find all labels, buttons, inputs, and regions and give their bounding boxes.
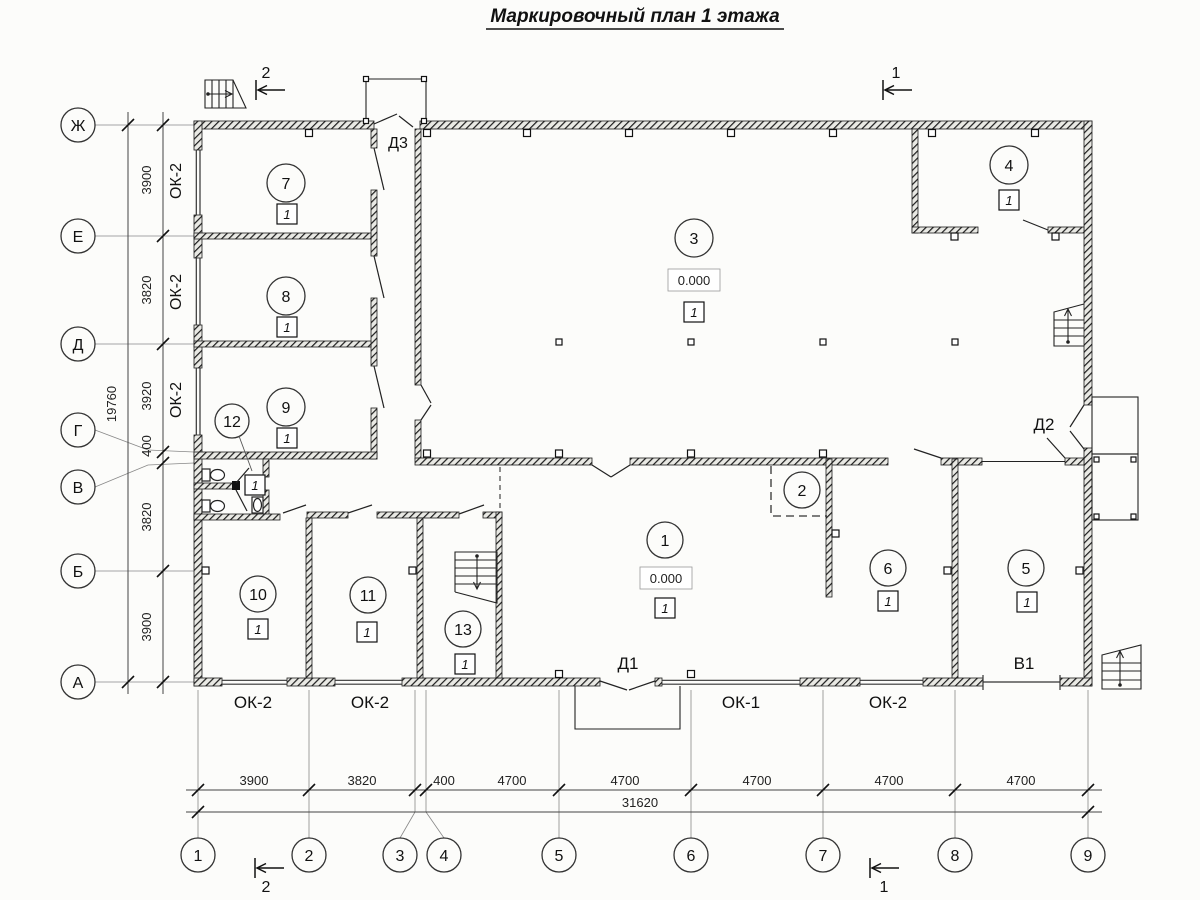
section-label-2-top: 2 bbox=[261, 65, 271, 82]
wall-segment bbox=[194, 233, 371, 239]
axis-label-8: 8 bbox=[950, 848, 960, 865]
window-label-ok2-left1: ОК-2 bbox=[168, 163, 185, 199]
wall-segment bbox=[941, 458, 982, 465]
dimensions-bottom bbox=[186, 690, 1102, 838]
pilaster bbox=[556, 450, 563, 457]
wall-segment bbox=[415, 420, 421, 459]
finish-marker-13: 1 bbox=[461, 657, 469, 672]
pilaster bbox=[830, 130, 837, 137]
pilaster bbox=[424, 130, 431, 137]
exterior-stair-top-left bbox=[205, 80, 246, 108]
window-label-ok2-bottom2: ОК-2 bbox=[350, 693, 390, 712]
door-leaf bbox=[629, 681, 655, 690]
door-label-d2: Д2 bbox=[1033, 415, 1055, 434]
room-number-12: 12 bbox=[223, 414, 241, 431]
axis-label-d: Д bbox=[72, 337, 84, 354]
finish-marker-7: 1 bbox=[283, 207, 291, 222]
room-number-5: 5 bbox=[1021, 561, 1031, 578]
elevation-3: 0.000 bbox=[677, 273, 711, 288]
door-leaf bbox=[399, 116, 413, 127]
axis-markers-left bbox=[61, 108, 95, 699]
pilaster bbox=[1076, 567, 1083, 574]
axis-label-5: 5 bbox=[554, 848, 564, 865]
wall-segment bbox=[194, 121, 374, 129]
room-number-11: 11 bbox=[359, 588, 377, 605]
axis-label-3: 3 bbox=[395, 848, 405, 865]
section-marks bbox=[255, 65, 912, 896]
dim-left-0: 3900 bbox=[139, 165, 154, 195]
interior-stair-room13 bbox=[455, 552, 497, 603]
axis-markers-bottom bbox=[181, 838, 1105, 872]
door-leaf bbox=[374, 148, 384, 190]
axis-label-zh: Ж bbox=[70, 118, 86, 135]
pilaster bbox=[1052, 233, 1059, 240]
door-leaf bbox=[374, 114, 397, 124]
wall-segment bbox=[420, 121, 1092, 129]
door-leaf bbox=[1070, 431, 1084, 449]
dashed-outlines bbox=[500, 466, 827, 516]
room-number-9: 9 bbox=[281, 400, 291, 417]
dim-bottom-0: 3900 bbox=[239, 773, 269, 788]
wall-segment bbox=[912, 129, 918, 233]
columns bbox=[202, 130, 1083, 678]
wall-segment bbox=[1084, 448, 1092, 686]
dim-bottom-total: 31620 bbox=[621, 795, 659, 810]
wall-segment bbox=[415, 458, 592, 465]
axis-label-a: А bbox=[72, 675, 84, 692]
finish-marker-5: 1 bbox=[1023, 595, 1031, 610]
axis-label-9: 9 bbox=[1083, 848, 1093, 865]
wall-segment bbox=[630, 458, 888, 465]
wall-segment bbox=[194, 121, 202, 150]
pilaster bbox=[306, 130, 313, 137]
wall-segment bbox=[800, 678, 860, 686]
sink-bowl bbox=[254, 499, 262, 512]
pilaster bbox=[626, 130, 633, 137]
wall-segment bbox=[377, 512, 459, 518]
axis-label-4: 4 bbox=[439, 848, 449, 865]
door-leaf bbox=[421, 405, 431, 420]
pilaster bbox=[820, 450, 827, 457]
dim-left-total: 19760 bbox=[104, 385, 119, 423]
page-title: Маркировочный план 1 этажа bbox=[490, 6, 780, 27]
pilaster bbox=[424, 450, 431, 457]
axis-label-v: В bbox=[72, 480, 84, 497]
interior-stair-right bbox=[1054, 304, 1084, 346]
door-leaf bbox=[348, 505, 372, 513]
wc-bowl bbox=[211, 470, 225, 481]
column bbox=[688, 339, 694, 345]
wall-segment bbox=[912, 227, 978, 233]
wall-segment bbox=[1065, 458, 1084, 465]
dim-left-3: 400 bbox=[139, 435, 154, 457]
pilaster bbox=[688, 450, 695, 457]
column bbox=[952, 339, 958, 345]
pilaster bbox=[929, 130, 936, 137]
exterior-stair-bottom-right bbox=[1102, 645, 1141, 689]
room-labels bbox=[215, 146, 1044, 674]
pilaster bbox=[728, 130, 735, 137]
wall-segment bbox=[371, 298, 377, 366]
door-leaf bbox=[600, 681, 627, 690]
drawing-title bbox=[486, 6, 784, 29]
wall-segment bbox=[306, 518, 312, 678]
pilaster bbox=[202, 567, 209, 574]
wall-segment bbox=[371, 408, 377, 459]
walls bbox=[194, 121, 1092, 686]
dim-bottom-4: 4700 bbox=[610, 773, 640, 788]
wall-segment bbox=[194, 435, 202, 686]
axis-label-6: 6 bbox=[686, 848, 696, 865]
wall-segment bbox=[194, 341, 371, 347]
gate-label-v1: В1 bbox=[1013, 654, 1035, 673]
finish-marker-10: 1 bbox=[254, 622, 262, 637]
room-number-2: 2 bbox=[797, 483, 807, 500]
wall-segment bbox=[194, 452, 377, 459]
door-leaf bbox=[1023, 220, 1048, 230]
wall-segment bbox=[923, 678, 983, 686]
wall-segment bbox=[371, 190, 377, 256]
finish-marker-6: 1 bbox=[884, 594, 892, 609]
window-label-ok2-bottom3: ОК-2 bbox=[868, 693, 908, 712]
section-label-1-top: 1 bbox=[891, 65, 901, 82]
porches bbox=[364, 77, 1139, 730]
wall-segment bbox=[307, 512, 348, 518]
axis-label-2: 2 bbox=[304, 848, 314, 865]
axis-label-b: Б bbox=[72, 564, 84, 581]
axis-label-e: Е bbox=[72, 229, 84, 246]
wall-segment bbox=[655, 678, 662, 686]
pilaster bbox=[524, 130, 531, 137]
pilaster bbox=[1032, 130, 1039, 137]
wall-segment bbox=[952, 459, 958, 678]
pilaster bbox=[951, 233, 958, 240]
window-label-ok2-bottom1: ОК-2 bbox=[233, 693, 273, 712]
room-number-7: 7 bbox=[281, 176, 291, 193]
wall-segment bbox=[194, 678, 222, 686]
wall-segment bbox=[415, 129, 421, 385]
wall-segment bbox=[1084, 121, 1092, 405]
axis-label-1: 1 bbox=[193, 848, 203, 865]
dim-bottom-2: 400 bbox=[433, 773, 455, 788]
room-number-3: 3 bbox=[689, 231, 699, 248]
door-leaf bbox=[611, 465, 630, 477]
pilaster bbox=[944, 567, 951, 574]
room-number-13: 13 bbox=[454, 622, 472, 639]
pilaster bbox=[556, 671, 563, 678]
wall-segment bbox=[1060, 678, 1092, 686]
pilaster bbox=[688, 671, 695, 678]
wall-segment bbox=[1048, 227, 1084, 233]
porch-right-upper bbox=[1092, 397, 1138, 454]
finish-marker-12: 1 bbox=[251, 478, 259, 493]
finish-marker-11: 1 bbox=[363, 625, 371, 640]
door-leaf bbox=[374, 366, 384, 408]
door-leaf bbox=[459, 505, 484, 514]
finish-marker-1: 1 bbox=[661, 601, 669, 616]
wall-segment bbox=[194, 514, 280, 520]
opening-labels bbox=[168, 135, 1054, 712]
dim-left-1: 3820 bbox=[139, 275, 154, 305]
door-leaf bbox=[914, 449, 941, 458]
wall-segment bbox=[263, 459, 269, 477]
door-leaf bbox=[374, 256, 384, 298]
room-number-10: 10 bbox=[249, 587, 267, 604]
room-number-6: 6 bbox=[883, 561, 893, 578]
wall-segment bbox=[194, 483, 234, 489]
axis-label-7: 7 bbox=[818, 848, 828, 865]
section-label-1-bottom: 1 bbox=[879, 879, 889, 896]
elevation-1: 0.000 bbox=[649, 571, 683, 586]
wall-segment bbox=[287, 678, 335, 686]
porch-bottom bbox=[575, 686, 680, 729]
dim-bottom-1: 3820 bbox=[347, 773, 377, 788]
door-leaf bbox=[421, 385, 431, 403]
column bbox=[820, 339, 826, 345]
porch-right-lower bbox=[1092, 454, 1138, 520]
wc-bowl bbox=[211, 501, 225, 512]
dim-bottom-5: 4700 bbox=[742, 773, 772, 788]
finish-marker-3: 1 bbox=[690, 305, 698, 320]
wall-segment bbox=[826, 459, 832, 597]
pilaster bbox=[832, 530, 839, 537]
door-leaf bbox=[1070, 405, 1084, 427]
dim-left-2: 3920 bbox=[139, 381, 154, 411]
door-leaf bbox=[283, 505, 306, 513]
axis-label-g: Г bbox=[73, 423, 83, 440]
room-number-4: 4 bbox=[1004, 158, 1014, 175]
finish-marker-8: 1 bbox=[283, 320, 291, 335]
dim-left-5: 3900 bbox=[139, 612, 154, 642]
dim-left-4: 3820 bbox=[139, 502, 154, 532]
door-label-d3: Д3 bbox=[388, 135, 408, 152]
wc-tank bbox=[202, 500, 210, 512]
door-label-d1: Д1 bbox=[617, 654, 639, 673]
wc-tank bbox=[202, 469, 210, 481]
wall-segment bbox=[402, 678, 600, 686]
room-number-1: 1 bbox=[660, 533, 670, 550]
wall-segment bbox=[417, 518, 423, 678]
porch-top bbox=[366, 79, 426, 124]
room-number-8: 8 bbox=[281, 289, 291, 306]
window-label-ok1-bottom: ОК-1 bbox=[721, 693, 761, 712]
dim-bottom-6: 4700 bbox=[874, 773, 904, 788]
wall-segment bbox=[371, 129, 377, 148]
section-label-2-bottom: 2 bbox=[261, 879, 271, 896]
window-label-ok2-left2: ОК-2 bbox=[168, 274, 185, 310]
door-leaf bbox=[592, 465, 611, 477]
finish-marker-4: 1 bbox=[1005, 193, 1013, 208]
window-label-ok2-left3: ОК-2 bbox=[168, 382, 185, 418]
column bbox=[556, 339, 562, 345]
door-leaf bbox=[1047, 438, 1065, 458]
pilaster bbox=[409, 567, 416, 574]
dim-bottom-3: 4700 bbox=[497, 773, 527, 788]
finish-marker-9: 1 bbox=[283, 431, 291, 446]
dim-bottom-7: 4700 bbox=[1006, 773, 1036, 788]
